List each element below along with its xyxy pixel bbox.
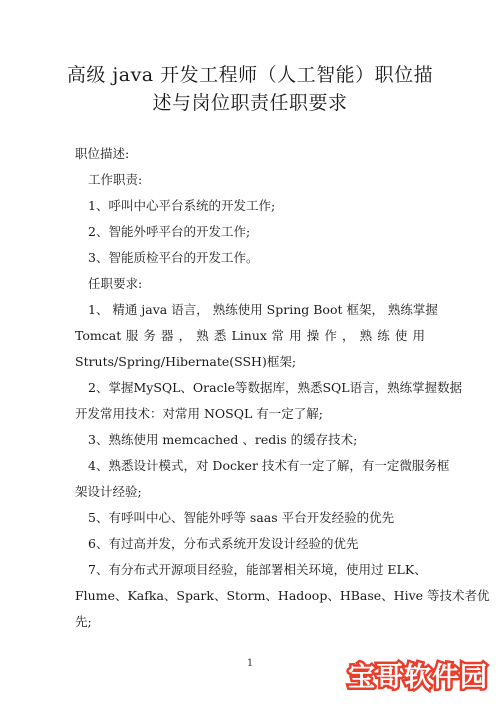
page-number: 1 (246, 658, 254, 669)
requirement-line: 4、熟悉设计模式，对 Docker 技术有一定了解，有一定微服务框 (88, 458, 450, 473)
requirement-line: 6、有过高并发，分布式系统开发设计经验的优先 (88, 536, 359, 551)
duties-heading: 工作职责: (88, 172, 143, 187)
watermark-logo (343, 653, 493, 695)
duty-item: 2、智能外呼平台的开发工作; (88, 224, 251, 239)
section-heading: 职位描述: (75, 146, 130, 161)
requirement-line: 3、熟练使用 memcached 、redis 的缓存技术; (88, 432, 358, 447)
requirement-line: Struts/Spring/Hibernate(SSH)框架; (75, 354, 297, 369)
requirement-line: 1、 精通 java 语言， 熟练使用 Spring Boot 框架， 熟练掌握 (88, 302, 438, 317)
requirement-line: 开发常用技术：对常用 NOSQL 有一定了解; (75, 406, 323, 421)
requirement-line: Tomcat 服 务 器 ， 熟 悉 Linux 常 用 操 作 ， 熟 练 使 用 (75, 328, 425, 343)
requirement-line: 架设计经验; (75, 484, 142, 499)
duty-item: 1、呼叫中心平台系统的开发工作; (88, 198, 276, 213)
requirement-line: 2、掌握MySQL、Oracle等数据库，熟悉SQL语言，熟练掌握数据 (88, 380, 463, 395)
document-title-line-2: 述与岗位职责任职要求 (152, 92, 348, 114)
document-title-line-1: 高级 java 开发工程师（人工智能）职位描 (66, 64, 434, 86)
requirement-line: 5、有呼叫中心、智能外呼等 saas 平台开发经验的优先 (88, 510, 395, 525)
requirements-heading: 任职要求: (88, 276, 143, 291)
duty-item: 3、智能质检平台的开发工作。 (88, 250, 259, 265)
requirement-line: Flume、Kafka、Spark、Storm、Hadoop、HBase、Hive 等技术者优 (75, 588, 490, 603)
watermark-text: 宝哥软件园 (348, 661, 488, 693)
requirement-line: 先; (75, 614, 92, 629)
requirement-line: 7、有分布式开源项目经验，能部署相关环境，使用过 ELK、 (88, 562, 427, 577)
